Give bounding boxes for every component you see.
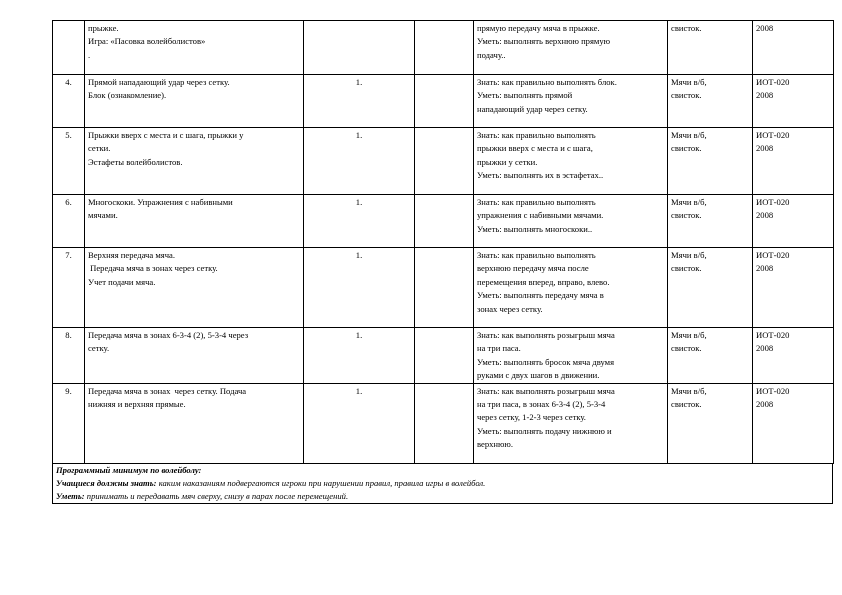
table-row — [53, 128, 834, 195]
equipment-line: свисток. — [671, 343, 702, 354]
lesson-topic-line: Игра: «Пасовка волейболистов» — [88, 36, 206, 47]
table-row — [53, 75, 834, 128]
equipment-cell — [668, 195, 753, 248]
lesson-number-cell: 8. — [53, 328, 85, 384]
requirements-cell — [474, 75, 668, 128]
lesson-topic-line: Передача мяча в зонах через сетку. — [88, 263, 218, 274]
students-knowledge-lead: Учащиеся должны знать: — [56, 477, 157, 488]
requirements-line: Знать: как правильно выполнять блок. — [477, 77, 617, 87]
equipment-cell — [668, 248, 753, 328]
lesson-plan-page — [52, 20, 833, 504]
requirements-cell — [474, 21, 668, 75]
table-row — [53, 328, 834, 384]
lesson-number-cell: 6. — [53, 195, 85, 248]
lesson-plan-table — [52, 20, 834, 464]
lesson-hours-cell: 1. — [304, 328, 415, 384]
safety-instruction-line: 2008 — [756, 399, 774, 410]
lesson-number-cell: 4. — [53, 75, 85, 128]
equipment-line: Мячи в/б, — [671, 130, 707, 140]
equipment-cell — [668, 328, 753, 384]
requirements-line: зонах через сетку. — [477, 303, 543, 314]
safety-instruction-cell — [753, 21, 834, 75]
empty-date-cell — [415, 248, 474, 328]
safety-instruction-line: ИОТ-020 — [756, 130, 790, 140]
lesson-number-cell — [53, 21, 85, 75]
lesson-topic-line: Эстафеты волейболистов. — [88, 156, 183, 167]
requirements-line: перемещения вперед, вправо, влево. — [477, 276, 610, 287]
requirements-line: через сетку, 1-2-3 через сетку. — [477, 412, 586, 423]
table-body — [53, 21, 834, 464]
equipment-line: свисток. — [671, 263, 702, 274]
table-row — [53, 383, 834, 463]
requirements-line: Уметь: выполнять верхнюю прямую — [477, 36, 611, 47]
program-minimum-title: Программный минимум по волейболу: — [56, 464, 202, 475]
safety-instruction-line: ИОТ-020 — [756, 77, 790, 87]
lesson-topic-cell — [85, 75, 304, 128]
requirements-line: Знать: как правильно выполнять — [477, 250, 596, 260]
lesson-topic-cell — [85, 21, 304, 75]
equipment-cell — [668, 75, 753, 128]
table-row — [53, 195, 834, 248]
students-skills-text: принимать и передавать мяч сверху, снизу в парах после перемещений. — [84, 490, 349, 501]
lesson-topic-cell — [85, 328, 304, 384]
students-skills-lead: Уметь: — [56, 490, 85, 501]
safety-instruction-cell — [753, 128, 834, 195]
requirements-line: Знать: как правильно выполнять — [477, 130, 596, 140]
lesson-topic-line: Учет подачи мяча. — [88, 276, 156, 287]
lesson-hours-cell: 1. — [304, 195, 415, 248]
safety-instruction-cell — [753, 248, 834, 328]
equipment-line: свисток. — [671, 210, 702, 221]
equipment-line: Мячи в/б, — [671, 385, 707, 396]
lesson-topic-line: мячами. — [88, 210, 118, 221]
requirements-cell — [474, 128, 668, 195]
empty-date-cell — [415, 328, 474, 384]
lesson-topic-line: . — [88, 49, 91, 60]
safety-instruction-cell — [753, 195, 834, 248]
safety-instruction-line: 2008 — [756, 210, 774, 221]
requirements-cell — [474, 195, 668, 248]
equipment-line: Мячи в/б, — [671, 197, 707, 207]
requirements-line: прямую передачу мяча в прыжке. — [477, 23, 600, 33]
lesson-topic-line: Блок (ознакомление). — [88, 90, 167, 101]
empty-date-cell — [415, 195, 474, 248]
lesson-hours-cell: 1. — [304, 248, 415, 328]
safety-instruction-line: ИОТ-020 — [756, 250, 790, 260]
equipment-line: свисток. — [671, 399, 702, 410]
equipment-line: Мячи в/б, — [671, 330, 707, 340]
students-knowledge-line — [56, 477, 829, 490]
empty-date-cell — [415, 383, 474, 463]
safety-instruction-cell — [753, 383, 834, 463]
lesson-number-cell: 7. — [53, 248, 85, 328]
requirements-line: Уметь: выполнять их в эстафетах.. — [477, 170, 604, 181]
lesson-topic-line: нижняя и верхняя прямые. — [88, 399, 186, 410]
safety-instruction-line: 2008 — [756, 23, 774, 33]
lesson-topic-line: Верхняя передача мяча. — [88, 250, 176, 260]
lesson-topic-line: сетку. — [88, 343, 110, 354]
lesson-hours-cell: 1. — [304, 128, 415, 195]
safety-instruction-cell — [753, 328, 834, 384]
safety-instruction-line: 2008 — [756, 343, 774, 354]
lesson-topic-line: Прыжки вверх с места и с шага, прыжки у — [88, 130, 244, 140]
lesson-hours-cell: 1. — [304, 383, 415, 463]
requirements-line: верхнюю. — [477, 439, 514, 450]
equipment-cell — [668, 128, 753, 195]
requirements-line: Уметь: выполнять подачу нижнюю и — [477, 425, 612, 436]
requirements-line: Знать: как правильно выполнять — [477, 197, 596, 207]
requirements-line: нападающий удар через сетку. — [477, 103, 588, 114]
table-row — [53, 21, 834, 75]
requirements-line: Знать: как выполнять розыгрыш мяча — [477, 385, 615, 396]
requirements-cell — [474, 248, 668, 328]
safety-instruction-line: 2008 — [756, 90, 774, 101]
lesson-hours-cell: 1. — [304, 75, 415, 128]
empty-date-cell — [415, 75, 474, 128]
requirements-line: Уметь: выполнять многоскоки.. — [477, 223, 593, 234]
equipment-line: свисток. — [671, 143, 702, 154]
requirements-line: прыжки вверх с места и с шага, — [477, 143, 593, 154]
requirements-line: Уметь: выполнять прямой — [477, 90, 573, 101]
equipment-line: свисток. — [671, 23, 702, 33]
equipment-line: Мячи в/б, — [671, 250, 707, 260]
lesson-topic-cell — [85, 195, 304, 248]
requirements-line: подачу.. — [477, 49, 506, 60]
safety-instruction-line: 2008 — [756, 143, 774, 154]
lesson-topic-cell — [85, 128, 304, 195]
safety-instruction-line: 2008 — [756, 263, 774, 274]
requirements-cell — [474, 383, 668, 463]
program-minimum-block — [52, 464, 833, 504]
lesson-number-cell: 9. — [53, 383, 85, 463]
requirements-line: прыжки у сетки. — [477, 156, 538, 167]
lesson-topic-line: Передача мяча в зонах 6-3-4 (2), 5-3-4 через — [88, 330, 249, 340]
requirements-line: верхнюю передачу мяча после — [477, 263, 589, 274]
requirements-line: упражнения с набивными мячами. — [477, 210, 604, 221]
lesson-topic-cell — [85, 383, 304, 463]
safety-instruction-line: ИОТ-020 — [756, 330, 790, 340]
lesson-topic-line: сетки. — [88, 143, 111, 154]
students-skills-line — [56, 490, 829, 503]
safety-instruction-line: ИОТ-020 — [756, 385, 790, 396]
lesson-topic-line: Передача мяча в зонах через сетку. Подача — [88, 385, 247, 396]
requirements-line: Уметь: выполнять бросок мяча двумя — [477, 356, 615, 367]
safety-instruction-cell — [753, 75, 834, 128]
table-row — [53, 248, 834, 328]
students-knowledge-text: каким наказаниям подвергаются игроки при нарушении правил, правила игры в волейбол. — [156, 477, 486, 488]
lesson-number-cell: 5. — [53, 128, 85, 195]
requirements-cell — [474, 328, 668, 384]
equipment-cell — [668, 21, 753, 75]
lesson-hours-cell — [304, 21, 415, 75]
requirements-line: на три паса, в зонах 6-3-4 (2), 5-3-4 — [477, 399, 606, 410]
lesson-topic-line: Многоскоки. Упражнения с набивными — [88, 197, 233, 207]
requirements-line: руками с двух шагов в движении. — [477, 370, 600, 381]
requirements-line: на три паса. — [477, 343, 521, 354]
equipment-cell — [668, 383, 753, 463]
requirements-line: Знать: как выполнять розыгрыш мяча — [477, 330, 615, 340]
lesson-topic-cell — [85, 248, 304, 328]
requirements-line: Уметь: выполнять передачу мяча в — [477, 290, 604, 301]
safety-instruction-line: ИОТ-020 — [756, 197, 790, 207]
lesson-topic-line: прыжке. — [88, 23, 119, 33]
empty-date-cell — [415, 128, 474, 195]
lesson-topic-line: Прямой нападающий удар через сетку. — [88, 77, 230, 87]
equipment-line: Мячи в/б, — [671, 77, 707, 87]
equipment-line: свисток. — [671, 90, 702, 101]
empty-date-cell — [415, 21, 474, 75]
